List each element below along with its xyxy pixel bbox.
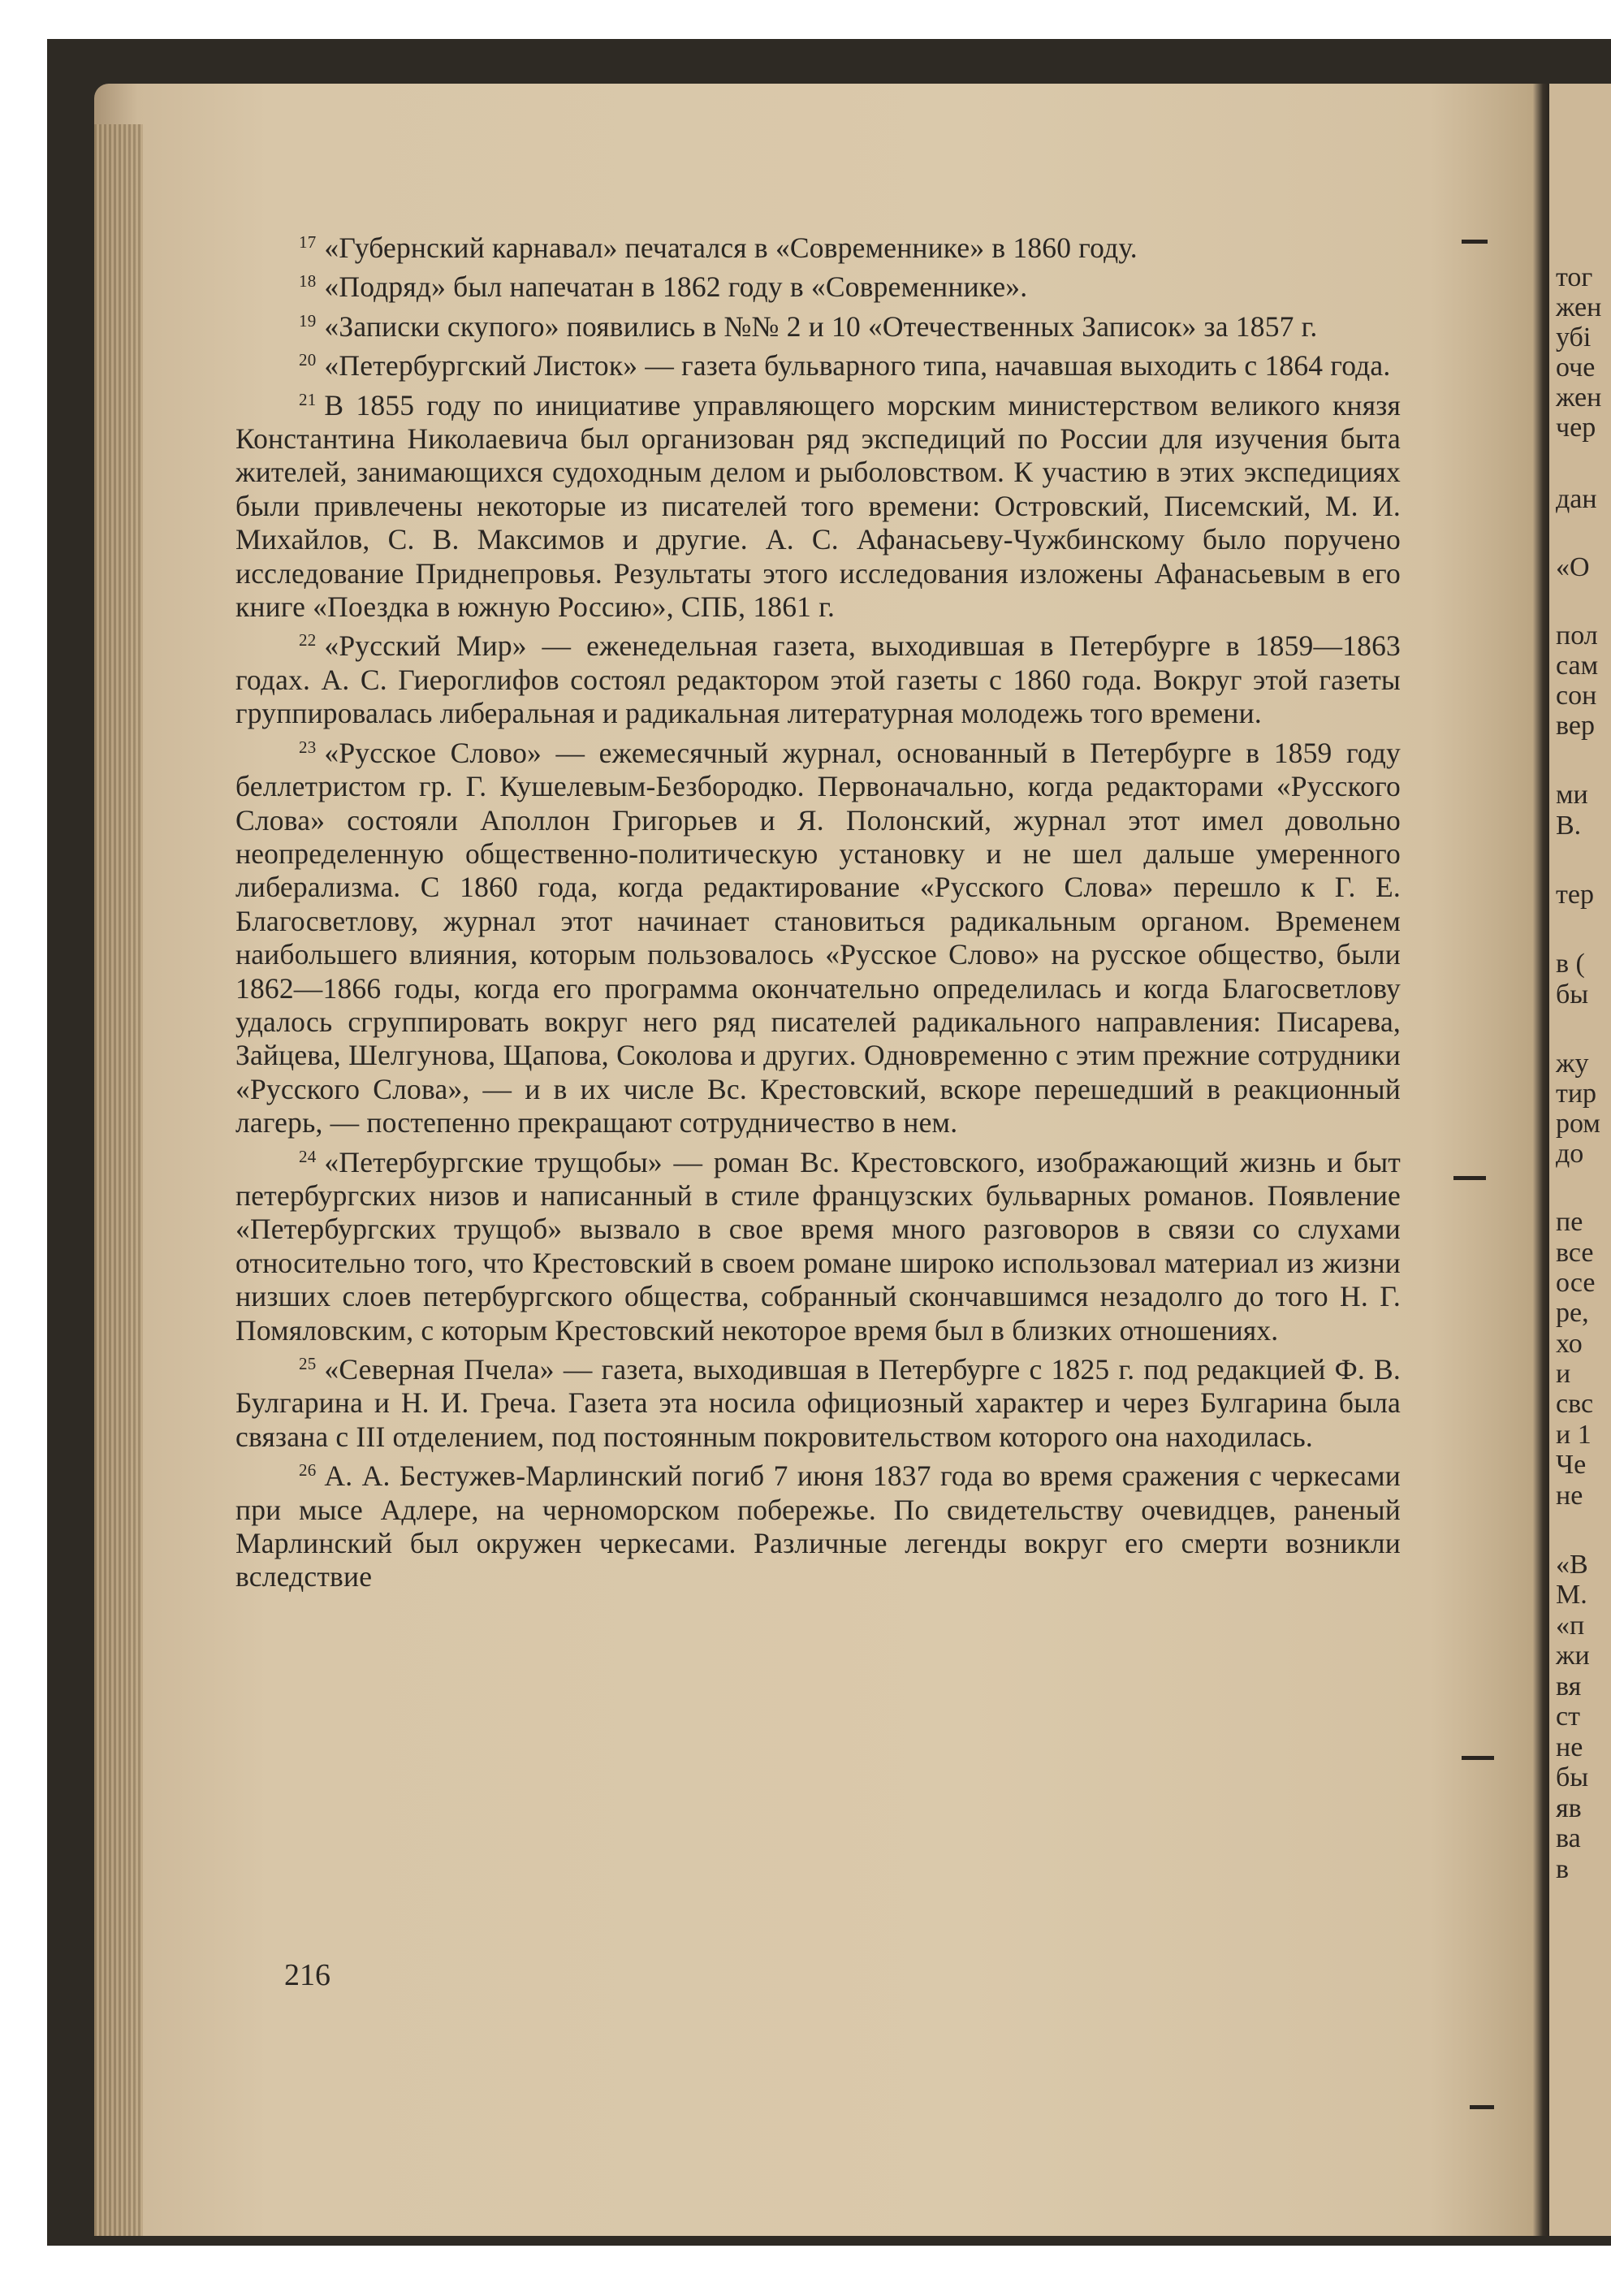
footnote-number: 23	[299, 737, 317, 757]
facing-page-line: чер	[1556, 413, 1596, 443]
facing-page-line: жи	[1556, 1641, 1590, 1671]
footnote	[235, 1140, 1401, 1347]
footnote-number: 17	[299, 232, 317, 252]
facing-page-line: «В	[1556, 1550, 1588, 1580]
facing-page-fragment	[1549, 84, 1611, 2236]
facing-page-line: жу	[1556, 1049, 1589, 1079]
facing-page-line: ст	[1556, 1701, 1580, 1732]
facing-page-line: тир	[1556, 1079, 1597, 1109]
facing-page-line: Че	[1556, 1450, 1587, 1480]
facing-page-line: В.	[1556, 811, 1582, 841]
footnote-number: 24	[299, 1146, 317, 1166]
footnote-number: 18	[299, 271, 317, 292]
footnote	[235, 1454, 1401, 1594]
facing-page-line: «п	[1556, 1611, 1585, 1641]
facing-page-line: и	[1556, 1359, 1571, 1389]
footnote-number: 19	[299, 310, 317, 331]
facing-page-line: бы	[1556, 979, 1589, 1010]
facing-page-line: вер	[1556, 711, 1595, 741]
facing-page-line: свс	[1556, 1389, 1594, 1419]
footnotes-block	[235, 226, 1401, 1594]
facing-page-line: осе	[1556, 1268, 1596, 1298]
facing-page-line: сам	[1556, 651, 1599, 681]
facing-page-line: яв	[1556, 1793, 1582, 1823]
facing-page-line: жен	[1556, 292, 1602, 322]
footnote-text: «Записки скупого» появились в №№ 2 и 10 «Отечественных Записок» за 1857 г.	[324, 309, 1318, 343]
facing-page-line: ми	[1556, 780, 1588, 810]
footnote	[235, 1347, 1401, 1454]
facing-page-line: тог	[1556, 262, 1593, 292]
footnote	[235, 265, 1401, 304]
footnote-number: 22	[299, 630, 317, 651]
book-gutter	[1533, 84, 1549, 2236]
footnote	[235, 305, 1401, 344]
footnote-text: «Северная Пчела» — газета, выходившая в Петербурге с 1825 г. под редакцией Ф. В. Булгарина и Н. И. Греча. Газета эта носила официозный характер и через Булгарина была связана с III отделением, под постоянным покровительством которого она находилась.	[235, 1353, 1401, 1453]
facing-page-line: убі	[1556, 322, 1592, 352]
footnote	[235, 344, 1401, 383]
facing-page-line: в	[1556, 1854, 1570, 1884]
footnote	[235, 383, 1401, 625]
footnote-text: В 1855 году по инициативе управляющего морским министерством великого князя Константина Николаевича был организован ряд экспедиций по России для изучения быта жителей, занимающихся судоходным делом и рыболовством. К участию в этих экспедициях были привлечены некоторые из писателей того времени: Островский, Писемский, М. И. Михайлов, С. В. Максимов и другие. А. С. Афанасьеву-Чужбинскому было поручено исследование Приднепровья. Результаты этого исследования изложены Афанасьевым в его книге «Поездка в южную Россию», СПБ, 1861 г.	[235, 388, 1401, 624]
facing-page-line: пе	[1556, 1207, 1583, 1237]
page-edge	[94, 124, 143, 2236]
footnote-number: 21	[299, 389, 317, 409]
margin-mark	[1470, 2105, 1494, 2109]
facing-page-line: не	[1556, 1481, 1583, 1511]
footnote-text: «Русское Слово» — ежемесячный журнал, основанный в Петербурге в 1859 году беллетристом гр. Г. Кушелевым-Безбородко. Первоначально, когда редакторами «Русского Слова» состояли Аполлон Григорьев и Я. Полонский, журнал этот имел довольно неопределенную общественно-политическую установку и не шел дальше умеренного либерализма. С 1860 года, когда редактирование «Русского Слова» перешло к Г. Е. Благосветлову, журнал этот начинает становиться радикальным органом. Временем наибольшего влияния, которым пользовалось «Русское Слово» на русское общество, были 1862—1866 годы, когда его программа окончательно определилась и когда Благосветлову удалось сгруппировать вокруг него ряд писателей радикального направления: Писарева, Зайцева, Шелгунова, Щапова, Соколова и других. Одновременно с этим прежние сотрудники «Русского Слова», — и в их числе Вс. Крестовский, вскоре перешедший в реакционный лагерь, — постепенно прекращают сотрудничество в нем.	[235, 736, 1401, 1139]
facing-page-line: дан	[1556, 484, 1597, 514]
footnote-number: 26	[299, 1460, 317, 1481]
facing-page-line: не	[1556, 1732, 1583, 1762]
footnote	[235, 731, 1401, 1140]
facing-page-line: тер	[1556, 880, 1594, 910]
facing-page-line: и 1	[1556, 1420, 1592, 1450]
footnote	[235, 226, 1401, 265]
facing-page-line: ре,	[1556, 1298, 1589, 1328]
facing-page-line: «О	[1556, 552, 1590, 582]
footnote-text: «Губернский карнавал» печатался в «Современнике» в 1860 году.	[324, 231, 1138, 264]
footnote-text: «Подряд» был напечатан в 1862 году в «Современнике».	[324, 270, 1028, 304]
footnote-text: «Русский Мир» — еженедельная газета, выходившая в Петербурге в 1859—1863 годах. А. С. Гиероглифов состоял редактором этой газеты с 1860 года. Вокруг этой газеты группировалась либеральная и радикальная литературная молодежь того времени.	[235, 629, 1401, 730]
footnote	[235, 624, 1401, 730]
facing-page-line: ва	[1556, 1823, 1581, 1853]
margin-mark	[1462, 1756, 1494, 1760]
footnote-number: 25	[299, 1354, 317, 1373]
footnote-text: А. А. Бестужев-Марлинский погиб 7 июня 1837 года во время сражения с черкесами при мысе Адлере, на черноморском побережье. По свидетельству очевидцев, раненый Марлинский был окружен черкесами. Различные легенды вокруг его смерти возникли вследствие	[235, 1459, 1401, 1593]
facing-page-line: ром	[1556, 1109, 1600, 1139]
facing-page-line: до	[1556, 1139, 1584, 1169]
facing-page-line: хо	[1556, 1329, 1583, 1359]
footnote-number: 20	[299, 350, 317, 370]
page-number: 216	[284, 1958, 330, 1992]
facing-page-line: М.	[1556, 1580, 1587, 1610]
footnote-text: «Петербургский Листок» — газета бульварного типа, начавшая выходить с 1864 года.	[324, 349, 1391, 383]
facing-page-line: в (	[1556, 949, 1585, 979]
facing-page-line: бы	[1556, 1762, 1589, 1792]
facing-page-line: сон	[1556, 681, 1597, 711]
facing-page-line: жен	[1556, 383, 1602, 413]
margin-mark	[1453, 1176, 1486, 1180]
margin-mark	[1462, 240, 1488, 244]
facing-page-line: вя	[1556, 1671, 1582, 1701]
footnote-text: «Петербургские трущобы» — роман Вс. Крестовского, изображающий жизнь и быт петербургских низов и написанный в стиле французских бульварных романов. Появление «Петербургских трущоб» вызвало в свое время много разговоров в связи со слухами относительно того, что Крестовский в своем романе широко использовал материал из жизни низших слоев петербургского общества, собранный скончавшимся незадолго до того Н. Г. Помяловским, с которым Крестовский некоторое время был в близких отношениях.	[235, 1145, 1401, 1347]
facing-page-line: оче	[1556, 352, 1596, 383]
facing-page-line: все	[1556, 1238, 1594, 1268]
facing-page-line: пол	[1556, 620, 1598, 651]
